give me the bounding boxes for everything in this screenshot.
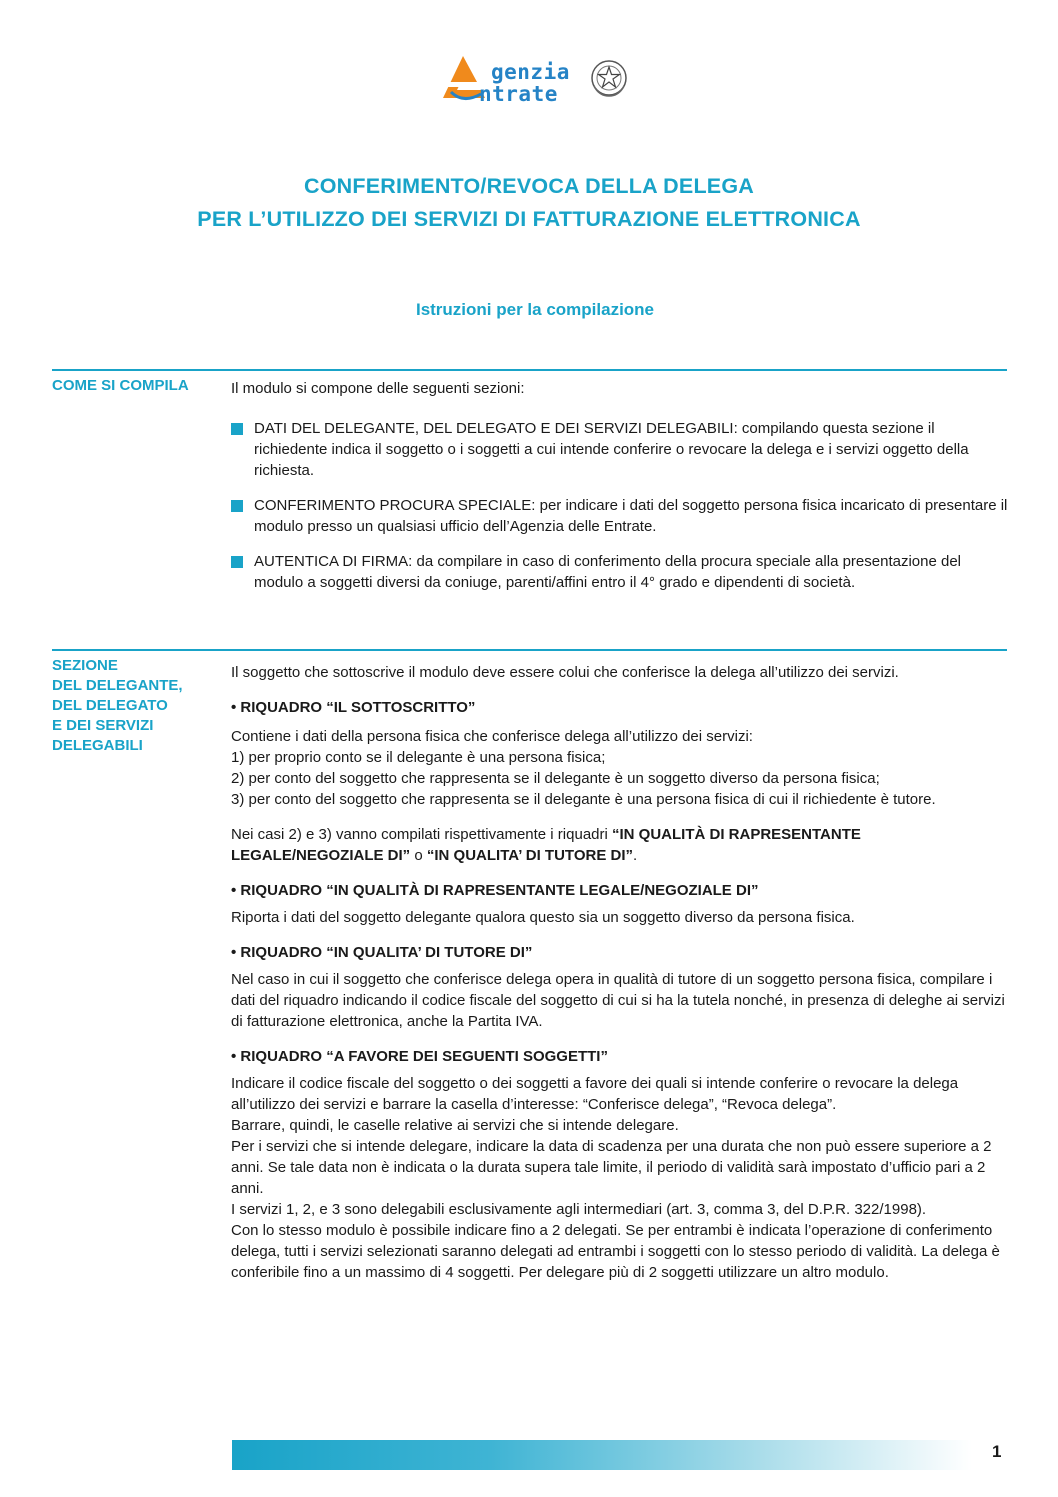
section2-label-line: DEL DELEGATO: [52, 697, 168, 714]
page-number: 1: [992, 1442, 1002, 1461]
riquadro-text: Contiene i dati della persona fisica che conferisce delega all’utilizzo dei servizi:: [231, 728, 753, 745]
section-divider: [52, 649, 1007, 651]
numbered-item: 1) per proprio conto se il delegante è una persona fisica;: [231, 749, 606, 766]
title-line2: PER L’UTILIZZO DEI SERVIZI DI FATTURAZIONE ELETTRONICA: [197, 207, 861, 231]
section1-body: [231, 378, 1011, 607]
title-line1: CONFERIMENTO/REVOCA DELLA DELEGA: [304, 174, 754, 198]
section2-label-line: SEZIONE: [52, 657, 118, 674]
section2-body: [231, 662, 1011, 1283]
logo-line2: ntrate: [479, 82, 558, 106]
document-subtitle: Istruzioni per la compilazione: [415, 300, 655, 319]
riquadro-text: I servizi 1, 2, e 3 sono delegabili esclusivamente agli intermediari (art. 3, comma 3, del D.P.R. 322/1998).: [231, 1201, 927, 1218]
note-text: o: [410, 847, 427, 864]
riquadro-text: Con lo stesso modulo è possibile indicare fino a 2 delegati. Se per entrambi è indicata l’operazione di conferimento delega, tutti i servizi selezionati saranno delegati ad entrambi i soggetti con lo stesso periodo di validità. La delega è conferibile fino a un massimo di 4 soggetti. Per delegare più di 2 soggetti utilizzare un altro modulo.: [231, 1222, 1000, 1281]
agenzia-entrate-logo: [437, 52, 627, 110]
section2-intro: Il soggetto che sottoscrive il modulo deve essere colui che conferisce la delega all’utilizzo dei servizi.: [231, 664, 899, 681]
document-title: [0, 170, 1058, 236]
list-item-text: DATI DEL DELEGANTE, DEL DELEGATO E DEI SERVIZI DELEGABILI: compilando questa sezione il richiedente indica il soggetto o i soggetti a cui intende conferire o revocare la delega e i servizi oggetto della richiesta.: [254, 420, 969, 479]
section2-label-line: DEL DELEGANTE,: [52, 677, 183, 694]
note-bold: “IN QUALITA’ DI TUTORE DI”: [426, 847, 633, 864]
riquadro-heading: • RIQUADRO “A FAVORE DEI SEGUENTI SOGGETTI”: [231, 1048, 608, 1065]
riquadro-heading: • RIQUADRO “IN QUALITA’ DI TUTORE DI”: [231, 944, 533, 961]
riquadro-note: [231, 824, 1011, 866]
numbered-item: 2) per conto del soggetto che rappresenta se il delegante è un soggetto diverso da persona fisica;: [231, 770, 880, 787]
note-text: Nei casi 2) e 3) vanno compilati rispettivamente i riquadri: [231, 826, 612, 843]
logo-line1: genzia: [491, 60, 570, 84]
list-item: [231, 418, 1011, 481]
section-divider: [52, 369, 1007, 371]
riquadro-heading: • RIQUADRO “IL SOTTOSCRITTO”: [231, 699, 476, 716]
riquadro-text: Per i servizi che si intende delegare, indicare la data di scadenza per una durata che non può essere superiore a 2 anni. Se tale data non è indicata o la durata supera tale limite, il periodo di validità sarà impostato d’ufficio pari a 2 anni.: [231, 1138, 992, 1197]
riquadro-text: Barrare, quindi, le caselle relative ai servizi che si intende delegare.: [231, 1117, 679, 1134]
numbered-item: 3) per conto del soggetto che rappresenta se il delegante è una persona fisica di cui il richiedente è tutore.: [231, 791, 936, 808]
square-bullet-icon: [231, 423, 243, 435]
square-bullet-icon: [231, 556, 243, 568]
section2-label-line: E DEI SERVIZI: [52, 717, 154, 734]
riquadro-heading: • RIQUADRO “IN QUALITÀ DI RAPRESENTANTE LEGALE/NEGOZIALE DI”: [231, 882, 759, 899]
note-bold: “IN QUALITÀ DI RAPRESENTANTE LEGALE/NEGOZIALE DI”: [231, 826, 861, 864]
footer-gradient-bar: [232, 1440, 972, 1470]
italian-republic-emblem-icon: [589, 56, 629, 100]
section2-label: [52, 656, 222, 756]
section1-intro: Il modulo si compone delle seguenti sezioni:: [231, 380, 525, 397]
riquadro-text: Riporta i dati del soggetto delegante qualora questo sia un soggetto diverso da persona fisica.: [231, 909, 855, 926]
square-bullet-icon: [231, 500, 243, 512]
list-item: [231, 495, 1011, 537]
list-item-text: CONFERIMENTO PROCURA SPECIALE: per indicare i dati del soggetto persona fisica incaricato di presentare il modulo presso un qualsiasi ufficio dell’Agenzia delle Entrate.: [254, 497, 1008, 535]
list-item: [231, 551, 1011, 593]
riquadro-text: Indicare il codice fiscale del soggetto o dei soggetti a favore dei quali si intende conferire o revocare la delega all’utilizzo dei servizi e barrare la casella d’interesse: “Conferisce delega”, “Revoca delega”.: [231, 1075, 959, 1113]
riquadro-text: Nel caso in cui il soggetto che conferisce delega opera in qualità di tutore di un soggetto persona fisica, compilare i dati del riquadro indicando il codice fiscale del soggetto di cui si ha la tutela nonché, in presenza di deleghe ai servizi di fatturazione elettronica, anche la Partita IVA.: [231, 971, 1005, 1030]
section1-label: COME SI COMPILA: [52, 377, 189, 394]
list-item-text: AUTENTICA DI FIRMA: da compilare in caso di conferimento della procura speciale alla presentazione del modulo a soggetti diversi da coniuge, parenti/affini entro il 4° grado e dipendenti di società.: [254, 553, 961, 591]
section2-label-line: DELEGABILI: [52, 737, 143, 754]
note-text: .: [633, 847, 638, 864]
